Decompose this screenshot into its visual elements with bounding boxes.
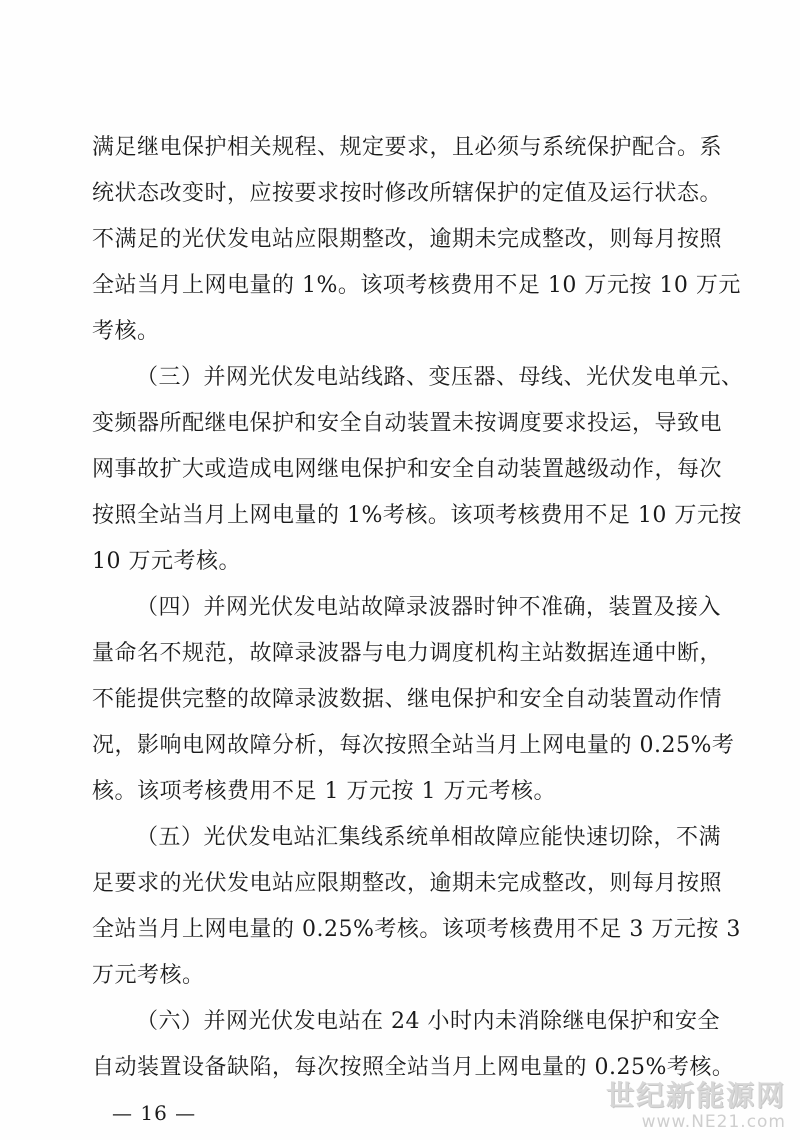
text-line: 网事故扩大或造成电网继电保护和安全自动装置越级动作，每次: [92, 457, 723, 482]
text-line: 核。该项考核费用不足 1 万元按 1 万元考核。: [92, 779, 556, 804]
text-line: 考核。: [92, 319, 160, 344]
text-line: 足要求的光伏发电站应限期整改，逾期未完成整改，则每月按照: [92, 871, 723, 896]
text-line: 满足继电保护相关规程、规定要求，且必须与系统保护配合。系: [92, 135, 723, 160]
text-line: （三）并网光伏发电站线路、变压器、母线、光伏发电单元、: [136, 365, 744, 390]
text-line: 全站当月上网电量的 1%。该项考核费用不足 10 万元按 10 万元: [92, 273, 741, 298]
text-line: （五）光伏发电站汇集线系统单相故障应能快速切除，不满: [136, 825, 722, 850]
text-line: （六）并网光伏发电站在 24 小时内未消除继电保护和安全: [136, 1009, 720, 1034]
text-line: 万元考核。: [92, 963, 205, 988]
watermark-url: www.NE21.com: [641, 1112, 786, 1132]
text-line: （四）并网光伏发电站故障录波器时钟不准确，装置及接入: [136, 595, 722, 620]
text-line: 不满足的光伏发电站应限期整改，逾期未完成整改，则每月按照: [92, 227, 723, 252]
text-line: 变频器所配继电保护和安全自动装置未按调度要求投运，导致电: [92, 411, 723, 436]
text-line: 10 万元考核。: [92, 549, 241, 574]
text-line: 全站当月上网电量的 0.25%考核。该项考核费用不足 3 万元按 3: [92, 917, 741, 942]
watermark-title: 世纪新能源网: [605, 1079, 786, 1112]
text-line: 统状态改变时，应按要求按时修改所辖保护的定值及运行状态。: [92, 181, 723, 206]
text-line: 按照全站当月上网电量的 1%考核。该项考核费用不足 10 万元按: [92, 503, 742, 528]
page-number: — 16 —: [112, 1101, 197, 1125]
text-line: 量命名不规范，故障录波器与电力调度机构主站数据连通中断，: [92, 641, 723, 666]
watermark: [606, 1080, 786, 1132]
text-line: 自动装置设备缺陷，每次按照全站当月上网电量的 0.25%考核。: [92, 1055, 735, 1080]
text-line: 况，影响电网故障分析，每次按照全站当月上网电量的 0.25%考: [92, 733, 735, 758]
text-line: 不能提供完整的故障录波数据、继电保护和安全自动装置动作情: [92, 687, 723, 712]
